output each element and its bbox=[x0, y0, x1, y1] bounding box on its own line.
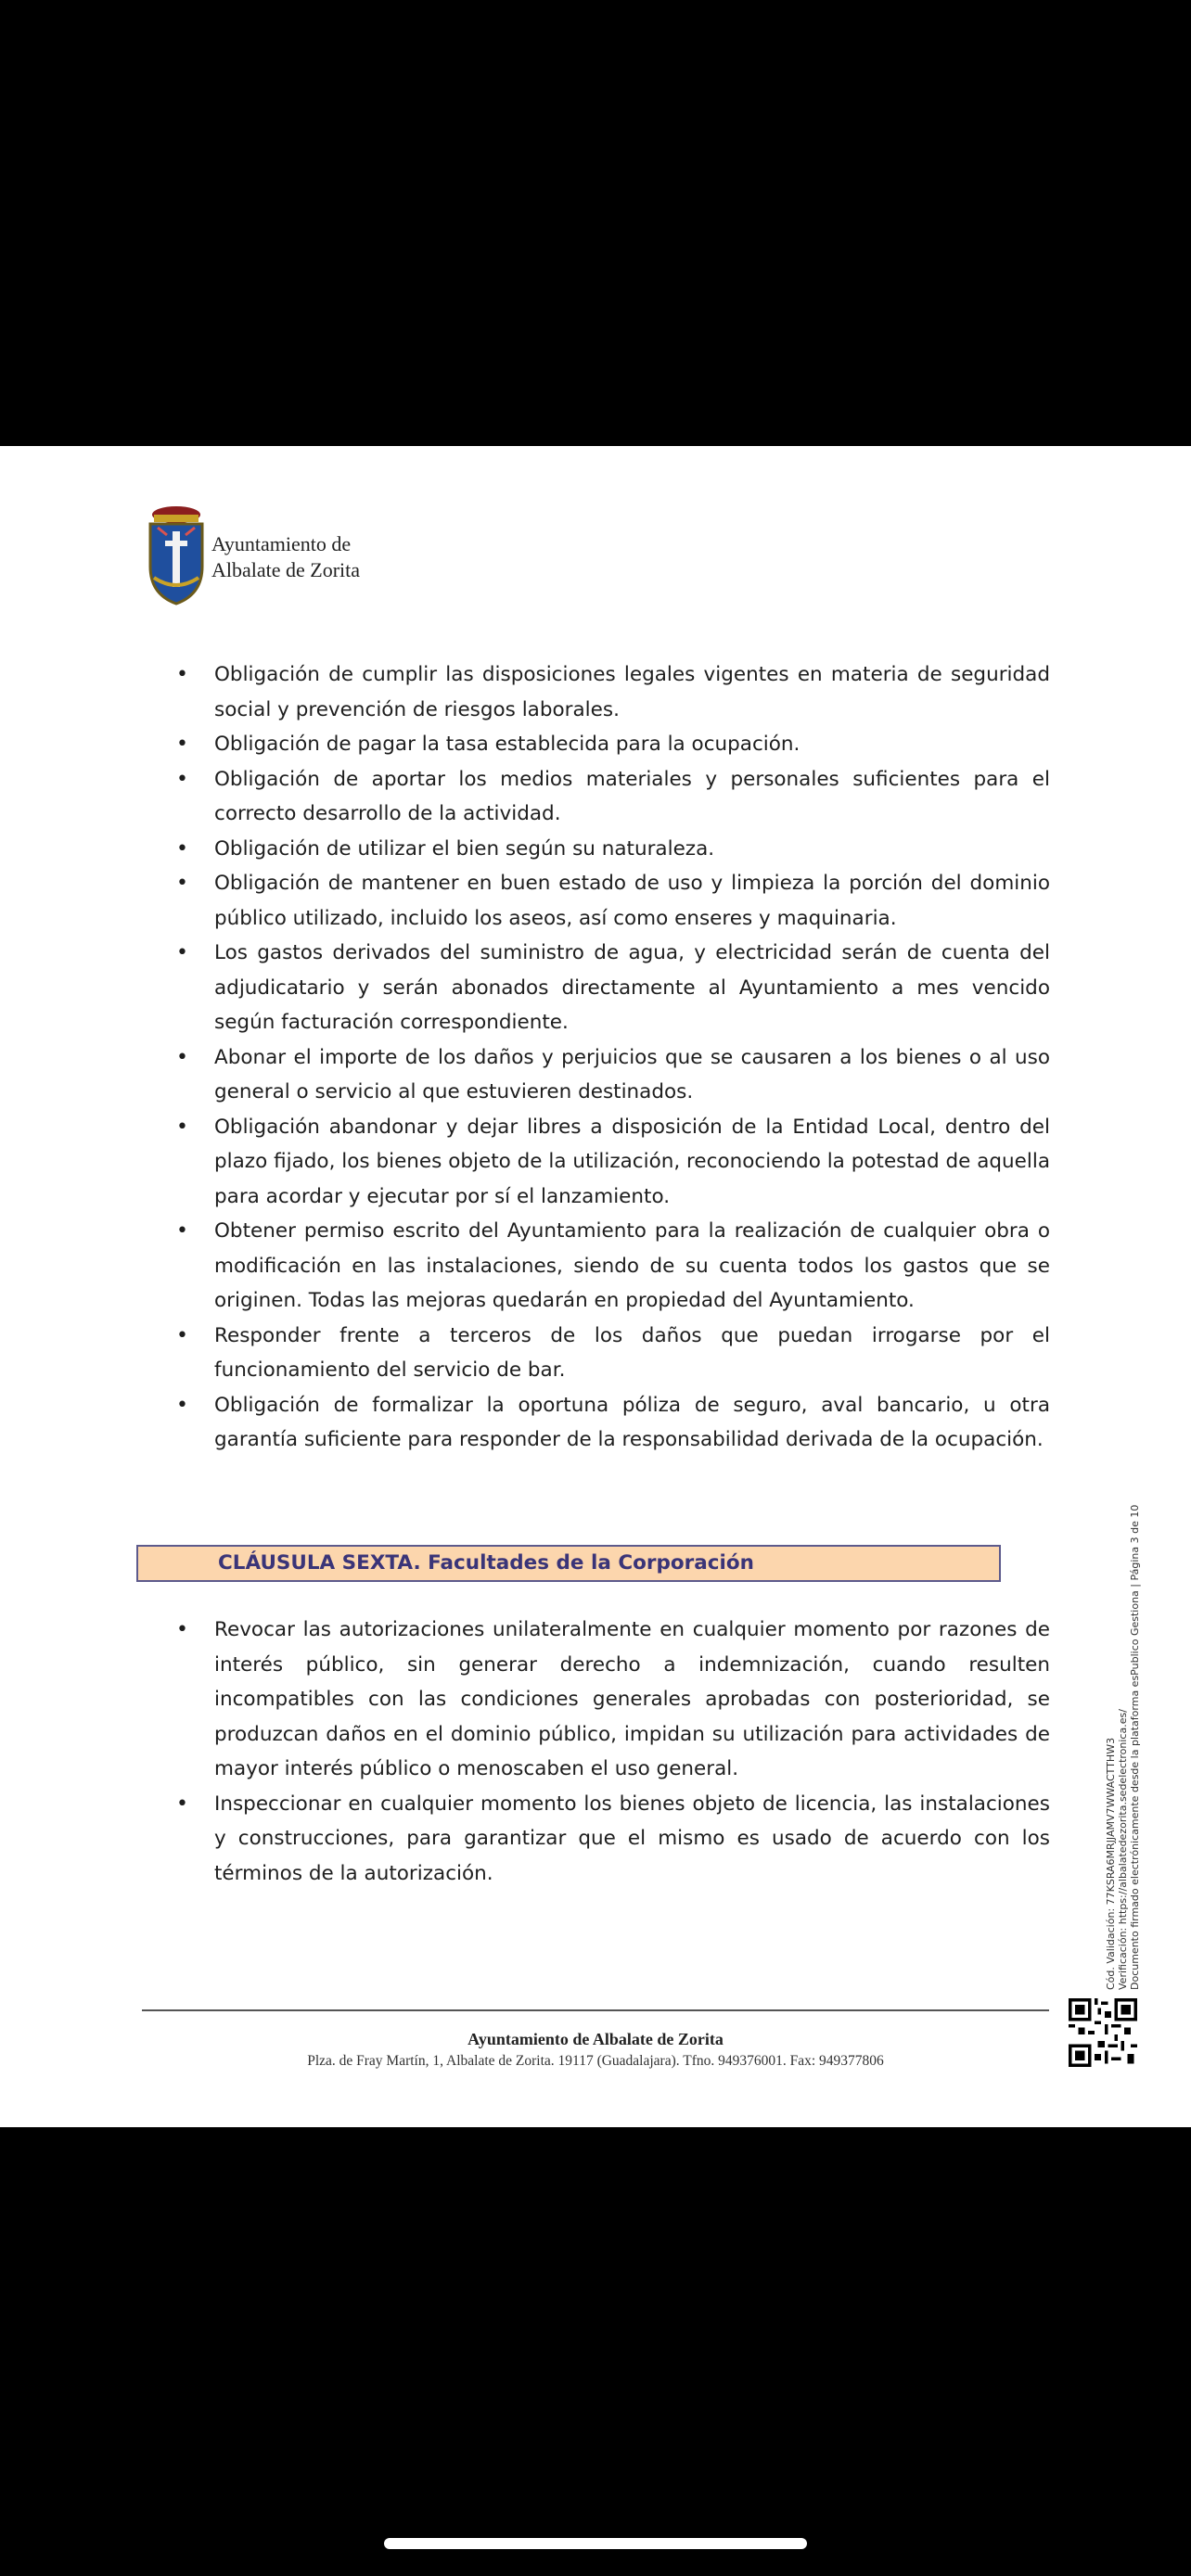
footer-title: Ayuntamiento de Albalate de Zorita bbox=[467, 2030, 724, 2048]
list-item: • Obligación de formalizar la oportuna póliza de seguro, aval bancario, u otra garantía suficiente para responder de la responsabilidad derivada de la ocupación. bbox=[176, 1388, 1050, 1458]
validation-code: Cód. Validación: 77KSRA6MRJJAMV7WWACTTHW3 bbox=[1105, 1737, 1117, 1990]
list-item: • Obligación de pagar la tasa establecida para la ocupación. bbox=[176, 727, 1050, 762]
clause-heading-box bbox=[136, 1545, 1001, 1582]
powers-list bbox=[176, 1613, 1050, 1891]
document-page bbox=[0, 446, 1191, 2127]
signature-note: Documento firmado electrónicamente desde la plataforma esPublico Gestiona | Página 3 de 10 bbox=[1129, 1504, 1141, 1990]
org-line1: Ayuntamiento de bbox=[211, 532, 352, 555]
footer-divider bbox=[142, 2009, 1049, 2011]
coat-of-arms-icon bbox=[141, 504, 211, 607]
verification-url: Verificación: https://albalatedezorita.sedelectronica.es/ bbox=[1117, 1709, 1129, 1990]
clause-heading: CLÁUSULA SEXTA. Facultades de la Corporación bbox=[218, 1551, 754, 1575]
qr-code-icon bbox=[1069, 1998, 1137, 2067]
validation-sidebar bbox=[1105, 1461, 1141, 1990]
footer-address: Plza. de Fray Martín, 1, Albalate de Zorita. 19117 (Guadalajara). Tfno. 949376001. Fax: 949377806 bbox=[307, 2053, 884, 2069]
obligations-list bbox=[176, 657, 1050, 1458]
list-item: • Obligación abandonar y dejar libres a disposición de la Entidad Local, dentro del plazo fijado, los bienes objeto de la utilización, reconociendo la potestad de aquella para acordar y ejecutar por sí el lanzamiento. bbox=[176, 1110, 1050, 1215]
list-item: • Los gastos derivados del suministro de agua, y electricidad serán de cuenta del adjudicatario y serán abonados directamente al Ayuntamiento a mes vencido según facturación correspondiente. bbox=[176, 936, 1050, 1040]
list-item: • Revocar las autorizaciones unilateralmente en cualquier momento por razones de interés público, sin generar derecho a indemnización, cuando resulten incompatibles con las condiciones generales aprobadas con posterioridad, se produzcan daños en el dominio público, impidan su utilización para actividades de mayor interés público o menoscaben el uso general. bbox=[176, 1613, 1050, 1787]
organization-name bbox=[211, 531, 360, 583]
list-item: • Responder frente a terceros de los daños que puedan irrogarse por el funcionamiento del servicio de bar. bbox=[176, 1319, 1050, 1388]
home-indicator[interactable] bbox=[384, 2538, 807, 2549]
list-item: • Obligación de mantener en buen estado de uso y limpieza la porción del dominio público utilizado, incluido los aseos, así como enseres y maquinaria. bbox=[176, 866, 1050, 936]
list-item: • Obligación de aportar los medios materiales y personales suficientes para el correcto desarrollo de la actividad. bbox=[176, 762, 1050, 832]
list-item: • Inspeccionar en cualquier momento los bienes objeto de licencia, las instalaciones y construcciones, para garantizar que el mismo es usado de acuerdo con los términos de la autorización. bbox=[176, 1787, 1050, 1892]
list-item: • Obligación de cumplir las disposiciones legales vigentes en materia de seguridad social y prevención de riesgos laborales. bbox=[176, 657, 1050, 727]
list-item: • Obtener permiso escrito del Ayuntamiento para la realización de cualquier obra o modificación en las instalaciones, siendo de su cuenta todos los gastos que se originen. Todas las mejoras quedarán en propiedad del Ayuntamiento. bbox=[176, 1214, 1050, 1319]
list-item: • Abonar el importe de los daños y perjuicios que se causaren a los bienes o al uso general o servicio al que estuvieren destinados. bbox=[176, 1040, 1050, 1110]
org-line2: Albalate de Zorita bbox=[211, 558, 361, 581]
list-item: • Obligación de utilizar el bien según su naturaleza. bbox=[176, 832, 1050, 867]
